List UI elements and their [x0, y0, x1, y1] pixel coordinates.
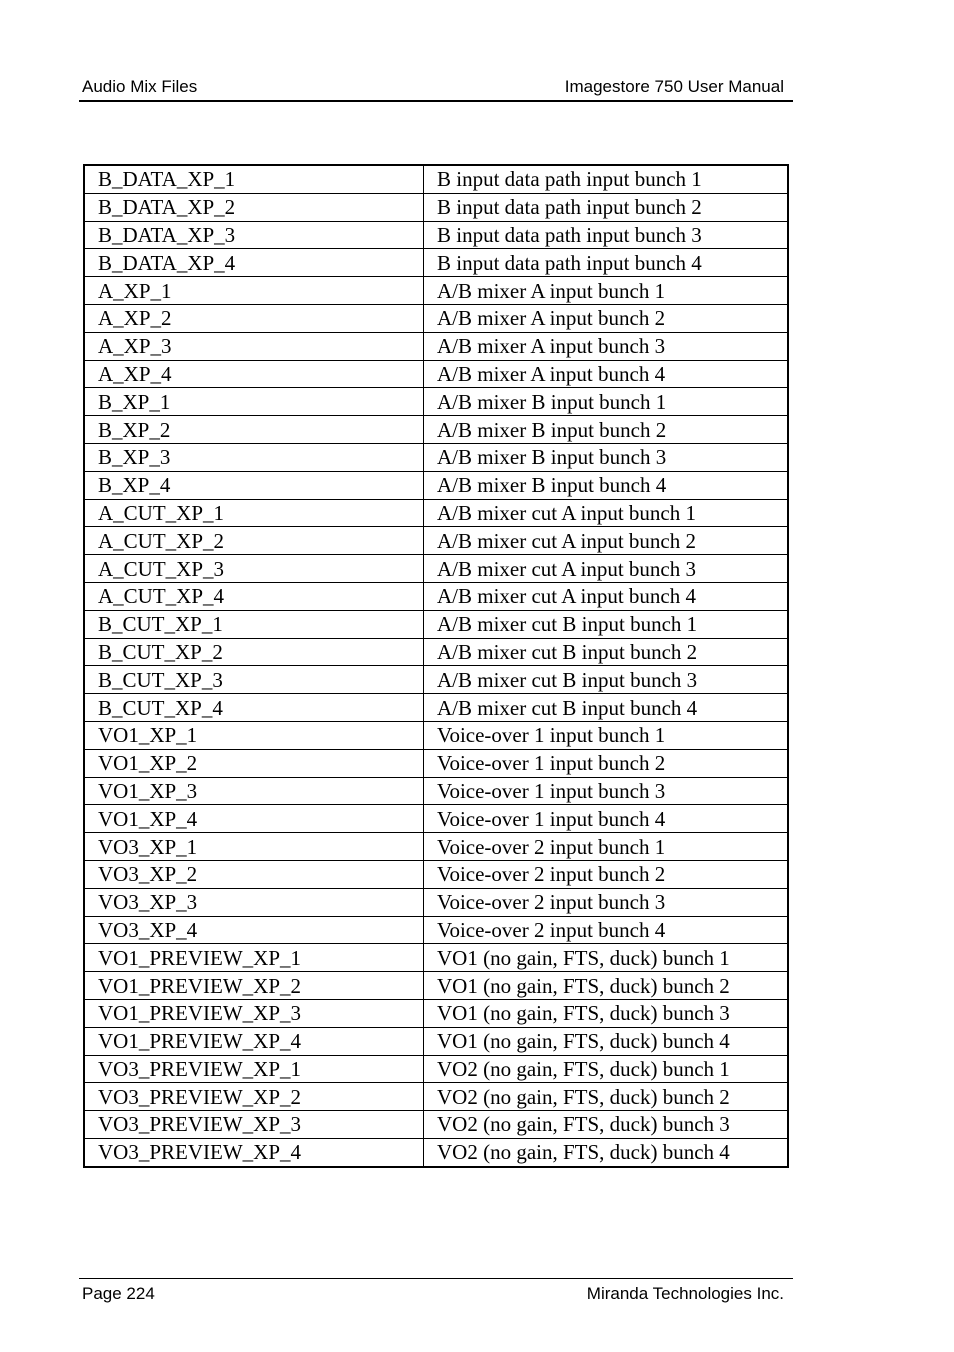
table-row — [84, 944, 788, 972]
cell-description: Voice-over 1 input bunch 1 — [424, 721, 789, 749]
cell-parameter-name: VO3_PREVIEW_XP_3 — [84, 1111, 424, 1139]
cell-parameter-name: A_XP_2 — [84, 304, 424, 332]
audio-mix-mapping-table — [83, 164, 789, 1168]
cell-description: Voice-over 2 input bunch 4 — [424, 916, 789, 944]
table-row — [84, 443, 788, 471]
table-row — [84, 1027, 788, 1055]
table-body — [84, 165, 788, 1167]
table-row — [84, 360, 788, 388]
cell-description: Voice-over 2 input bunch 2 — [424, 860, 789, 888]
table-row — [84, 277, 788, 305]
table-row — [84, 666, 788, 694]
cell-description: VO1 (no gain, FTS, duck) bunch 2 — [424, 972, 789, 1000]
table-row — [84, 999, 788, 1027]
cell-parameter-name: VO1_XP_1 — [84, 721, 424, 749]
table-row — [84, 1055, 788, 1083]
cell-description: A/B mixer A input bunch 3 — [424, 332, 789, 360]
cell-description: Voice-over 2 input bunch 3 — [424, 888, 789, 916]
cell-parameter-name: A_XP_3 — [84, 332, 424, 360]
table-row — [84, 749, 788, 777]
table-row — [84, 972, 788, 1000]
cell-description: A/B mixer A input bunch 2 — [424, 304, 789, 332]
cell-parameter-name: VO3_XP_3 — [84, 888, 424, 916]
cell-description: A/B mixer A input bunch 4 — [424, 360, 789, 388]
header-section-title: Audio Mix Files — [82, 77, 198, 96]
cell-parameter-name: VO1_XP_4 — [84, 805, 424, 833]
cell-parameter-name: A_XP_4 — [84, 360, 424, 388]
table-row — [84, 638, 788, 666]
footer-company: Miranda Technologies Inc. — [586, 1284, 784, 1303]
cell-parameter-name: VO3_XP_2 — [84, 860, 424, 888]
table-row — [84, 1083, 788, 1111]
cell-description: A/B mixer cut B input bunch 2 — [424, 638, 789, 666]
cell-description: VO2 (no gain, FTS, duck) bunch 4 — [424, 1138, 789, 1166]
cell-parameter-name: B_DATA_XP_1 — [84, 165, 424, 193]
cell-parameter-name: VO1_XP_2 — [84, 749, 424, 777]
cell-description: VO2 (no gain, FTS, duck) bunch 1 — [424, 1055, 789, 1083]
table-row — [84, 416, 788, 444]
cell-description: A/B mixer B input bunch 4 — [424, 471, 789, 499]
table-row — [84, 527, 788, 555]
cell-description: Voice-over 1 input bunch 3 — [424, 777, 789, 805]
cell-description: A/B mixer cut A input bunch 4 — [424, 582, 789, 610]
cell-parameter-name: VO3_XP_1 — [84, 833, 424, 861]
cell-description: VO1 (no gain, FTS, duck) bunch 3 — [424, 999, 789, 1027]
table-row — [84, 332, 788, 360]
table-row — [84, 916, 788, 944]
table-row — [84, 610, 788, 638]
cell-description: A/B mixer cut A input bunch 3 — [424, 555, 789, 583]
table-row — [84, 805, 788, 833]
cell-description: Voice-over 1 input bunch 2 — [424, 749, 789, 777]
table-row — [84, 1111, 788, 1139]
cell-parameter-name: A_CUT_XP_2 — [84, 527, 424, 555]
cell-parameter-name: VO1_PREVIEW_XP_2 — [84, 972, 424, 1000]
cell-parameter-name: B_CUT_XP_4 — [84, 694, 424, 722]
table-row — [84, 721, 788, 749]
table-row — [84, 388, 788, 416]
cell-description: VO1 (no gain, FTS, duck) bunch 1 — [424, 944, 789, 972]
cell-parameter-name: VO3_PREVIEW_XP_1 — [84, 1055, 424, 1083]
cell-parameter-name: B_DATA_XP_2 — [84, 193, 424, 221]
cell-parameter-name: B_XP_3 — [84, 443, 424, 471]
cell-parameter-name: VO1_PREVIEW_XP_1 — [84, 944, 424, 972]
cell-parameter-name: A_CUT_XP_3 — [84, 555, 424, 583]
cell-description: Voice-over 1 input bunch 4 — [424, 805, 789, 833]
cell-description: A/B mixer cut B input bunch 1 — [424, 610, 789, 638]
cell-description: Voice-over 2 input bunch 1 — [424, 833, 789, 861]
cell-description: A/B mixer cut A input bunch 1 — [424, 499, 789, 527]
cell-parameter-name: A_CUT_XP_4 — [84, 582, 424, 610]
cell-parameter-name: B_XP_1 — [84, 388, 424, 416]
cell-parameter-name: A_CUT_XP_1 — [84, 499, 424, 527]
cell-description: A/B mixer cut A input bunch 2 — [424, 527, 789, 555]
table-row — [84, 888, 788, 916]
cell-description: B input data path input bunch 3 — [424, 221, 789, 249]
cell-description: B input data path input bunch 2 — [424, 193, 789, 221]
cell-description: A/B mixer A input bunch 1 — [424, 277, 789, 305]
cell-description: A/B mixer B input bunch 2 — [424, 416, 789, 444]
cell-description: VO1 (no gain, FTS, duck) bunch 4 — [424, 1027, 789, 1055]
cell-parameter-name: B_XP_4 — [84, 471, 424, 499]
cell-description: VO2 (no gain, FTS, duck) bunch 3 — [424, 1111, 789, 1139]
table-row — [84, 304, 788, 332]
cell-parameter-name: B_CUT_XP_2 — [84, 638, 424, 666]
cell-description: A/B mixer B input bunch 3 — [424, 443, 789, 471]
cell-parameter-name: VO3_XP_4 — [84, 916, 424, 944]
table-row — [84, 193, 788, 221]
cell-description: A/B mixer cut B input bunch 3 — [424, 666, 789, 694]
table-row — [84, 499, 788, 527]
cell-parameter-name: VO3_PREVIEW_XP_2 — [84, 1083, 424, 1111]
table-row — [84, 582, 788, 610]
table-row — [84, 471, 788, 499]
cell-description: VO2 (no gain, FTS, duck) bunch 2 — [424, 1083, 789, 1111]
table-row — [84, 1138, 788, 1166]
cell-parameter-name: B_CUT_XP_1 — [84, 610, 424, 638]
cell-parameter-name: A_XP_1 — [84, 277, 424, 305]
cell-parameter-name: B_DATA_XP_3 — [84, 221, 424, 249]
cell-parameter-name: VO1_XP_3 — [84, 777, 424, 805]
cell-description: A/B mixer cut B input bunch 4 — [424, 694, 789, 722]
table-row — [84, 555, 788, 583]
table-row — [84, 221, 788, 249]
cell-parameter-name: VO3_PREVIEW_XP_4 — [84, 1138, 424, 1166]
cell-description: B input data path input bunch 4 — [424, 249, 789, 277]
table-row — [84, 165, 788, 193]
cell-parameter-name: VO1_PREVIEW_XP_3 — [84, 999, 424, 1027]
page-header — [79, 74, 793, 102]
table-row — [84, 860, 788, 888]
cell-parameter-name: VO1_PREVIEW_XP_4 — [84, 1027, 424, 1055]
cell-parameter-name: B_XP_2 — [84, 416, 424, 444]
cell-description: B input data path input bunch 1 — [424, 165, 789, 193]
cell-description: A/B mixer B input bunch 1 — [424, 388, 789, 416]
page-footer — [79, 1278, 793, 1303]
cell-parameter-name: B_DATA_XP_4 — [84, 249, 424, 277]
page-number: Page 224 — [82, 1284, 155, 1303]
table-row — [84, 694, 788, 722]
header-manual-title: Imagestore 750 User Manual — [564, 77, 784, 96]
cell-parameter-name: B_CUT_XP_3 — [84, 666, 424, 694]
table-row — [84, 777, 788, 805]
table-row — [84, 249, 788, 277]
table-row — [84, 833, 788, 861]
